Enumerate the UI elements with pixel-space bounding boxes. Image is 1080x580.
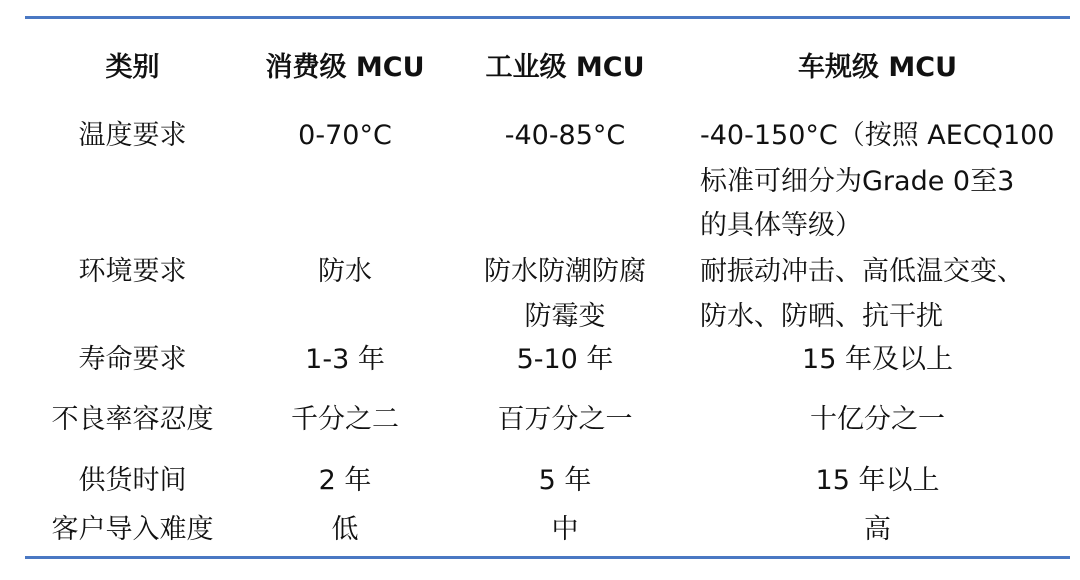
cell-automotive-supply-duration: 15 年以上 [815,465,940,496]
cell-consumer-supply-duration: 2 年 [318,465,372,496]
header-industrial-mcu: 工业级 MCU [485,52,645,83]
cell-consumer-customer-onboarding: 低 [331,514,359,545]
row-category-defect-tolerance: 不良率容忍度 [51,404,214,435]
table-bottom-rule [25,556,1070,559]
header-automotive-mcu: 车规级 MCU [797,52,957,83]
cell-consumer-temperature: 0-70°C [298,120,392,151]
cell-consumer-environment: 防水 [318,256,372,287]
cell-automotive-defect-tolerance: 十亿分之一 [810,404,945,435]
row-category-customer-onboarding: 客户导入难度 [51,514,214,545]
cell-industrial-environment-line1: 防水防潮防腐 [484,256,646,287]
header-category: 类别 [105,52,160,83]
row-category-supply-duration: 供货时间 [78,465,187,496]
cell-consumer-lifetime: 1-3 年 [305,344,385,375]
table-top-rule [25,16,1070,19]
cell-industrial-lifetime: 5-10 年 [516,344,614,375]
cell-automotive-temperature-line1: -40-150°C（按照 AECQ100 [700,120,1055,151]
cell-automotive-environment-line1: 耐振动冲击、高低温交变、 [700,256,1024,287]
cell-industrial-customer-onboarding: 中 [551,514,579,545]
cell-industrial-temperature: -40-85°C [504,120,626,151]
cell-automotive-temperature-line2: 标准可细分为Grade 0至3 [700,166,1015,197]
cell-automotive-customer-onboarding: 高 [864,514,891,545]
cell-automotive-temperature-line3: 的具体等级） [700,210,862,241]
cell-consumer-defect-tolerance: 千分之二 [291,404,399,435]
row-category-environment: 环境要求 [78,256,187,287]
cell-automotive-environment-line2: 防水、防晒、抗干扰 [700,301,943,332]
row-category-lifetime: 寿命要求 [78,344,187,375]
cell-automotive-lifetime: 15 年及以上 [802,344,953,375]
cell-industrial-defect-tolerance: 百万分之一 [497,404,633,435]
header-consumer-mcu: 消费级 MCU [265,52,425,83]
cell-industrial-supply-duration: 5 年 [538,465,592,496]
cell-industrial-environment-line2: 防霉变 [524,301,606,332]
row-category-temperature: 温度要求 [78,120,187,151]
